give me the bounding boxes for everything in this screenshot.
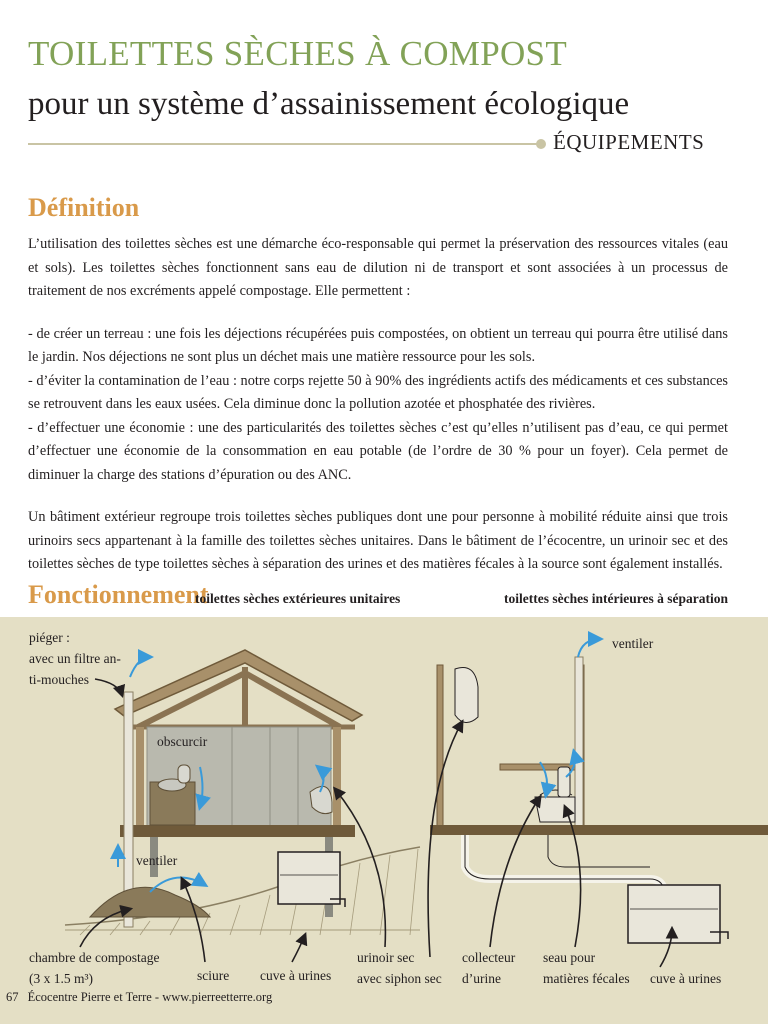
- label-urinoir-line1: urinoir sec: [357, 950, 415, 965]
- label-collecteur-line2: d’urine: [462, 971, 501, 986]
- label-ventiler-right: ventiler: [612, 636, 654, 651]
- label-chambre-line1: chambre de compostage: [29, 950, 160, 965]
- page-subtitle: pour un système d’assainissement écologique: [28, 86, 630, 122]
- diagram-panel: [0, 617, 768, 1024]
- page-footer: [6, 990, 272, 1005]
- category-label: ÉQUIPEMENTS: [553, 130, 705, 154]
- label-cuve-left: cuve à urines: [260, 968, 332, 983]
- indoor-room-drawing: [430, 639, 768, 943]
- header-rule-dot: [536, 139, 546, 149]
- outdoor-building-drawing: [65, 650, 420, 935]
- fonctionnement-heading: Fonctionnement: [28, 580, 209, 609]
- label-sciure: sciure: [197, 968, 230, 983]
- definition-heading: Définition: [28, 193, 140, 222]
- definition-point-terreau: - de créer un terreau : une fois les déjections récupérées puis compostées, on obtient un terreau qui pourra être utilisé dans le jardin. Nos déjections ne sont plus un déchet mais une matière ressource pour les sols.: [28, 325, 728, 365]
- definition-point-economie: - d’effectuer une économie : une des particularités des toilettes sèches c’est qu’elles n’utilisent pas d’eau, ce qui permet d’effectuer une économie de la consommation en eau potable (de l’ordre de 30 % pour un foyer). Cela permet de diminuer la charge des stations d’épuration ou des ANC.: [28, 419, 728, 483]
- label-pieger-line1: piéger :: [29, 630, 70, 645]
- page-number: 67: [6, 990, 19, 1004]
- label-ventiler-left: ventiler: [136, 853, 178, 868]
- label-collecteur-line1: collecteur: [462, 950, 516, 965]
- label-obscurcir: obscurcir: [157, 734, 208, 749]
- definition-body: [28, 233, 728, 577]
- label-pieger-line2: avec un filtre an-: [29, 651, 121, 666]
- label-chambre-line2: (3 x 1.5 m³): [29, 971, 94, 986]
- header-rule: [28, 143, 538, 145]
- label-urinoir-line2: avec siphon sec: [357, 971, 442, 986]
- definition-intro: L’utilisation des toilettes sèches est une démarche éco-responsable qui permet la préservation des ressources vitales (eau et sols). Les toilettes sèches fonctionnent sans eau de dilution ni de transport et sont associées à un processus de traitement de nos excréments appelé compostage. Elle permettent :: [28, 236, 728, 299]
- label-pieger-line3: ti-mouches: [29, 672, 89, 687]
- definition-building: Un bâtiment extérieur regroupe trois toilettes sèches publiques dont une pour personne à mobilité réduite ainsi que trois urinoirs secs appartenant à la famille des toilettes sèches unitaires. Dans le bâtiment de l’écocentre, un urinoir sec et des toilettes sèches de type toilettes sèches à séparation des urines et des matières fécales à la source sont également installés.: [28, 509, 728, 572]
- footer-credit: Écocentre Pierre et Terre - www.pierreetterre.org: [27, 990, 273, 1004]
- left-diagram-subtitle: toilettes sèches extérieures unitaires: [195, 591, 401, 606]
- label-cuve-right: cuve à urines: [650, 971, 722, 986]
- page-title: TOILETTES SÈCHES À COMPOST: [28, 34, 568, 73]
- label-seau-line2: matières fécales: [543, 971, 630, 986]
- right-diagram-subtitle: toilettes sèches intérieures à séparation: [504, 591, 728, 606]
- label-seau-line1: seau pour: [543, 950, 596, 965]
- definition-point-eau: - d’éviter la contamination de l’eau : notre corps rejette 50 à 90% des ingrédients actifs des médicaments et ces substances se retrouvent dans les eaux usées. Cela diminue donc la pollution azotée et phosphatée des rivières.: [28, 372, 728, 412]
